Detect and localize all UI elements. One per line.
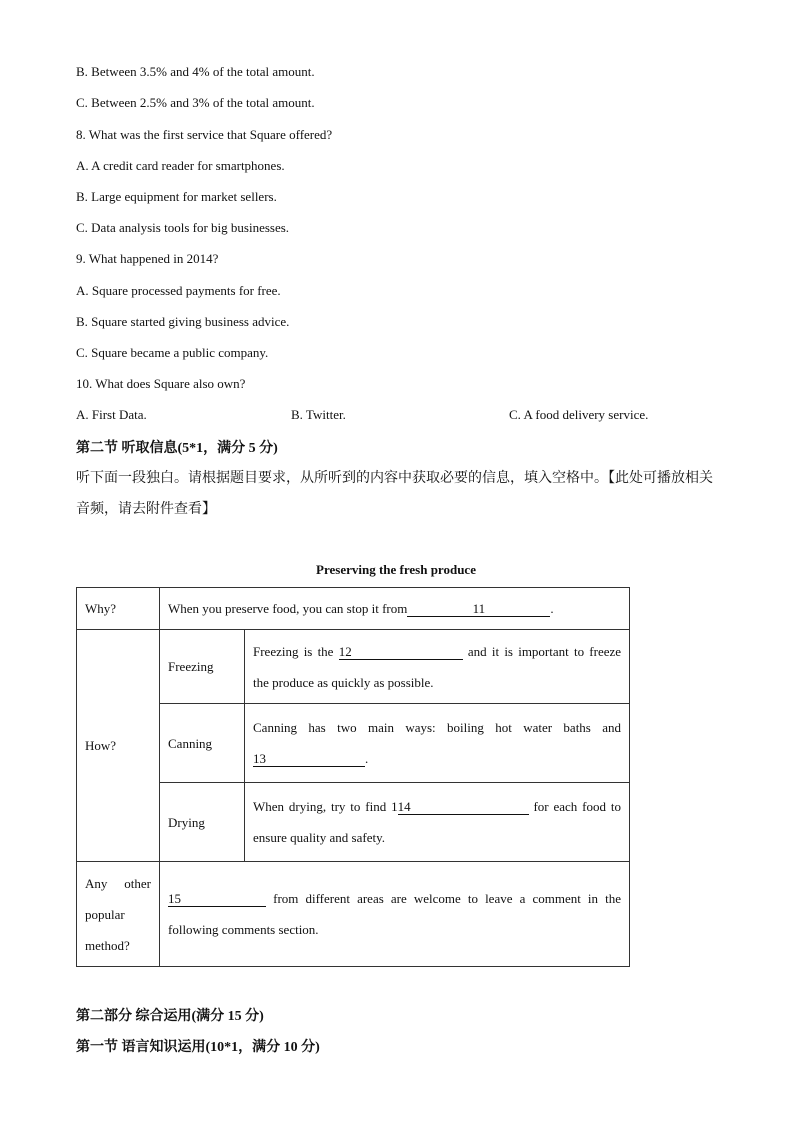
section2-heading: 第二节 听取信息(5*1，满分 5 分) bbox=[76, 441, 278, 456]
why-label: Why? bbox=[85, 601, 117, 616]
other-label-cell bbox=[77, 862, 160, 967]
q10-question: 10. What does Square also own? bbox=[76, 376, 246, 391]
q8-question: 8. What was the first service that Square offered? bbox=[76, 127, 333, 142]
blank-14[interactable]: 14 bbox=[398, 800, 529, 815]
how-label: How? bbox=[85, 738, 117, 753]
why-text-after: . bbox=[550, 601, 554, 616]
blank-11[interactable]: 11 bbox=[407, 602, 550, 617]
canning-label: Canning bbox=[168, 735, 213, 751]
part2-section1-heading: 第一节 语言知识运用(10*1，满分 10 分) bbox=[76, 1040, 320, 1055]
freezing-label: Freezing bbox=[168, 659, 214, 674]
q7-option-c: C. Between 2.5% and 3% of the total amount. bbox=[76, 95, 315, 110]
drying-label-cell bbox=[160, 783, 245, 862]
table-title: Preserving the fresh produce bbox=[316, 562, 476, 577]
freezing-content-cell bbox=[245, 630, 630, 704]
other-content-cell bbox=[160, 862, 630, 967]
q9-option-c: C. Square became a public company. bbox=[76, 345, 269, 360]
part2-heading: 第二部分 综合运用(满分 15 分) bbox=[76, 1009, 264, 1024]
drying-text-before: When drying, try to find 1 bbox=[253, 799, 398, 814]
why-label-cell bbox=[77, 588, 160, 630]
freezing-text-before: Freezing is the bbox=[253, 643, 334, 659]
drying-content-cell bbox=[245, 783, 630, 862]
q7-option-b: B. Between 3.5% and 4% of the total amount. bbox=[76, 64, 315, 79]
blank-12[interactable]: 12 bbox=[339, 645, 463, 660]
q8-option-a: A. A credit card reader for smartphones. bbox=[76, 158, 285, 173]
q9-question: 9. What happened in 2014? bbox=[76, 251, 219, 266]
blank-13[interactable]: 13 bbox=[253, 752, 365, 767]
section2-instructions: 听下面一段独白。请根据题目要求，从所听到的内容中获取必要的信息，填入空格中。【此处可播放相关音频，请去附件查看】 bbox=[76, 471, 713, 517]
canning-content-cell bbox=[245, 704, 630, 783]
q8-option-c: C. Data analysis tools for big businesses. bbox=[76, 220, 290, 235]
q10-option-b: B. Twitter. bbox=[291, 407, 346, 422]
other-text-after: from different areas are welcome to leave a comment in the following comments section. bbox=[168, 891, 622, 937]
freezing-label-cell bbox=[160, 630, 245, 704]
drying-label: Drying bbox=[168, 814, 205, 830]
freezing-text-after: and it is important to freeze the produce as quickly as possible. bbox=[253, 643, 622, 690]
why-content-cell bbox=[160, 588, 630, 630]
other-method-label: Any other popular method? bbox=[85, 875, 151, 953]
why-text-before: When you preserve food, you can stop it from bbox=[168, 601, 408, 616]
blank-15[interactable]: 15 bbox=[168, 892, 266, 907]
q10-option-a: A. First Data. bbox=[76, 407, 147, 422]
how-label-cell bbox=[77, 630, 160, 862]
drying-text-after: for each food to ensure quality and safety. bbox=[253, 799, 621, 845]
canning-label-cell bbox=[160, 704, 245, 783]
q9-option-b: B. Square started giving business advice. bbox=[76, 314, 290, 329]
q10-options-row bbox=[76, 407, 716, 425]
canning-text-after: . bbox=[365, 751, 369, 766]
canning-text-before: Canning has two main ways: boiling hot water baths and bbox=[253, 720, 621, 735]
q9-option-a: A. Square processed payments for free. bbox=[76, 283, 281, 298]
preserving-produce-table bbox=[76, 587, 630, 967]
q10-option-c: C. A food delivery service. bbox=[509, 407, 649, 422]
q8-option-b: B. Large equipment for market sellers. bbox=[76, 189, 277, 204]
